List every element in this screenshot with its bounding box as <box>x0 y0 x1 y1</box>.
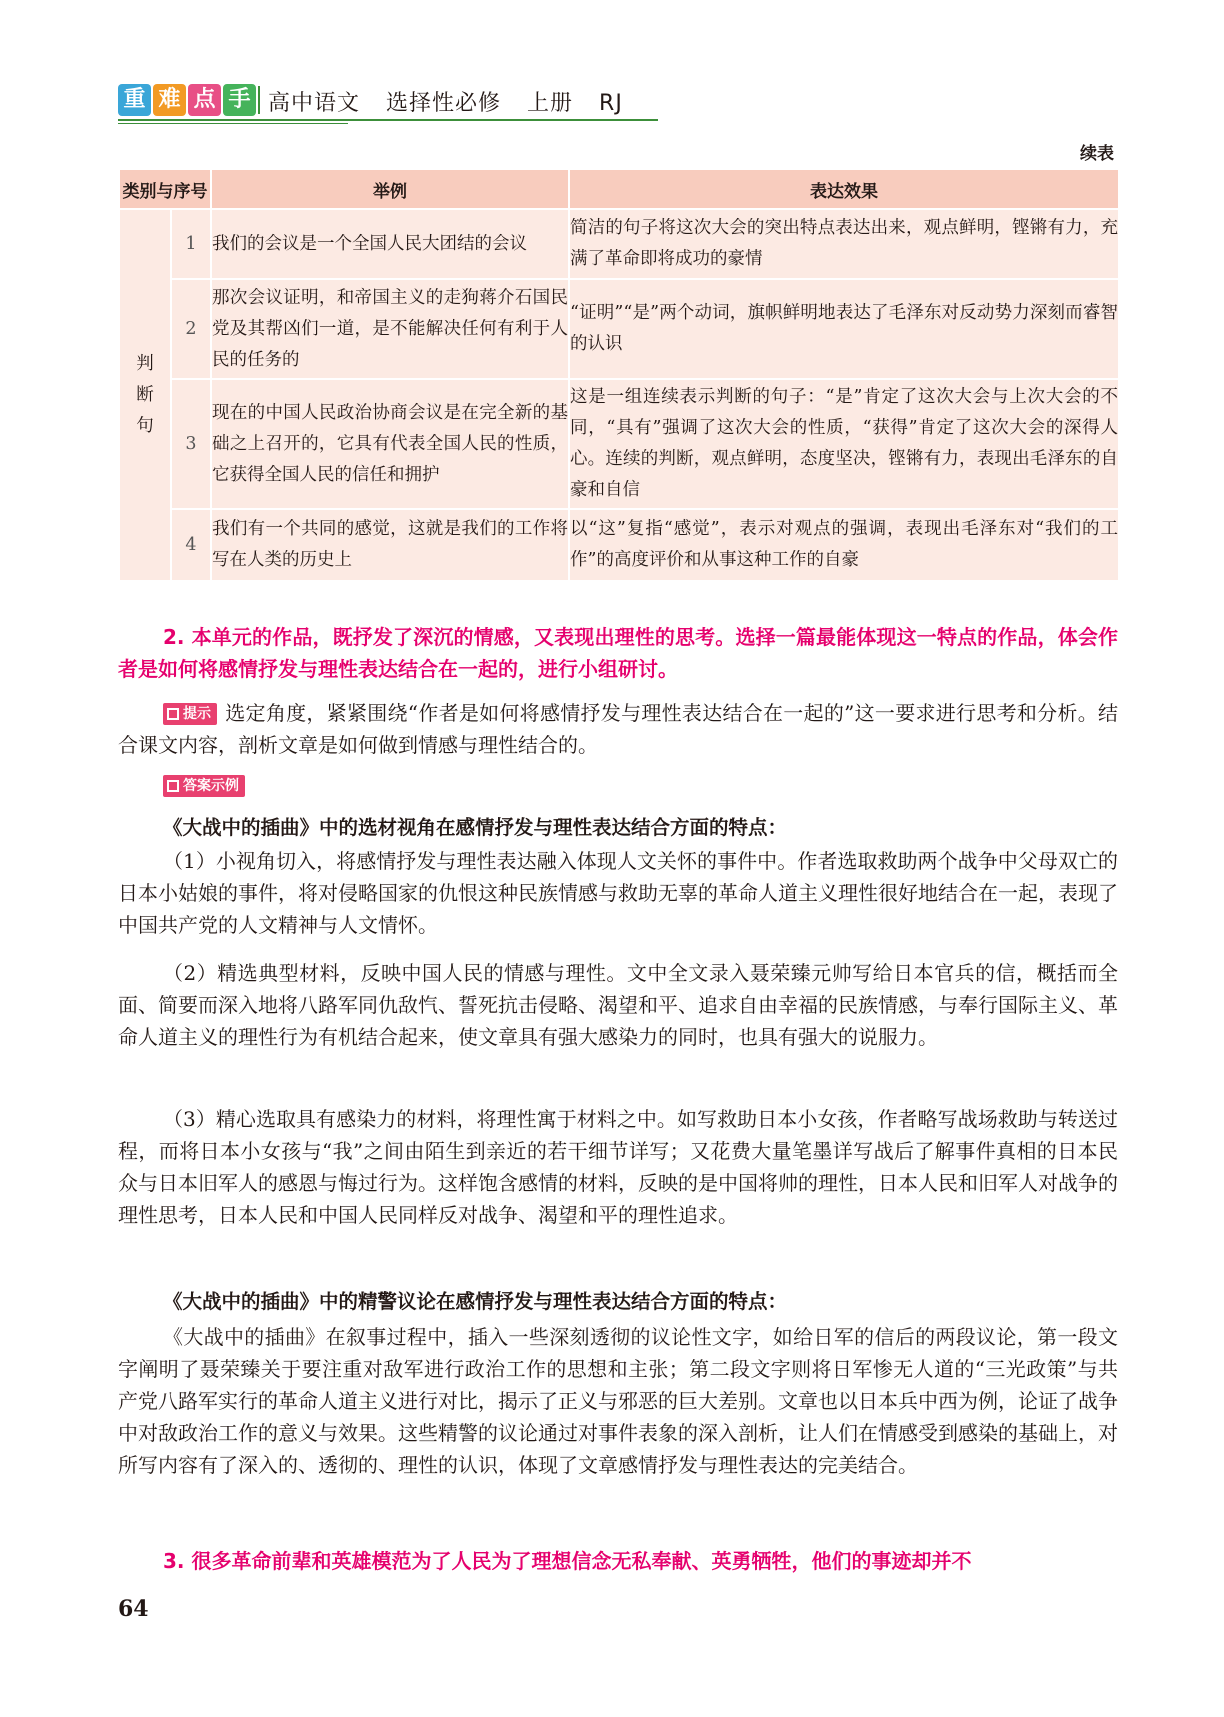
continued-label: 续表 <box>1080 144 1114 164</box>
brand-char: 重 <box>118 84 151 116</box>
col-header-example: 举例 <box>211 169 569 209</box>
category-cell <box>119 209 171 581</box>
row-number: 1 <box>171 209 211 279</box>
hint-icon <box>167 708 179 720</box>
hint-paragraph <box>118 697 1118 761</box>
page-number: 64 <box>118 1596 149 1622</box>
answer-point-4: 《大战中的插曲》在叙事过程中，插入一些深刻透彻的议论性文字，如给日军的信后的两段议论，第一段文字阐明了聂荣臻关于要注重对敌军进行政治工作的思想和主张；第二段文字则将日军惨无人道的“三光政策”与共产党八路军实行的革命人道主义进行对比，揭示了正义与邪恶的巨大差别。文章也以日本兵中西为例，论证了战争中对敌政治工作的意义与效果。这些精警的议论通过对事件表象的深入剖析，让人们在情感受到感染的基础上，对所写内容有了深入的、透彻的、理性的认识，体现了文章感情抒发与理性表达的完美结合。 <box>118 1325 1118 1477</box>
answer-icon <box>167 780 179 792</box>
table-row <box>119 209 1119 279</box>
sentence-type-table <box>118 168 1120 582</box>
hint-label: 提示 <box>183 706 211 722</box>
answer-heading-1: 《大战中的插曲》中的选材视角在感情抒发与理性表达结合方面的特点： <box>163 816 788 839</box>
brand-char: 难 <box>153 84 186 116</box>
answer-label: 答案示例 <box>183 778 239 794</box>
running-header <box>118 80 658 122</box>
answer-tag-wrap <box>163 775 253 797</box>
answer-point-2: （2）精选典型材料，反映中国人民的情感与理性。文中全文录入聂荣臻元帅写给日本官兵的信，概括而全面、简要而深入地将八路军同仇敌忾、誓死抗击侵略、渴望和平、追求自由幸福的民族情感，与奉行国际主义、革命人道主义的理性行为有机结合起来，使文章具有强大感染力的同时，也具有强大的说服力。 <box>118 961 1118 1049</box>
brand-char: 手 <box>223 84 256 116</box>
answer-point-1: （1）小视角切入，将感情抒发与理性表达融入体现人文关怀的事件中。作者选取救助两个战争中父母双亡的日本小姑娘的事件，将对侵略国家的仇恨这种民族情感与救助无辜的革命人道主义理性很好地结合在一起，表现了中国共产党的人文精神与人文情怀。 <box>118 849 1118 937</box>
effect-cell: 简洁的句子将这次大会的突出特点表达出来，观点鲜明，铿锵有力，充满了革命即将成功的豪情 <box>569 209 1119 279</box>
table-row <box>119 379 1119 509</box>
subject-edition: RJ <box>599 91 623 116</box>
answer-point-3: （3）精心选取具有感染力的材料，将理性寓于材料之中。如写救助日本小女孩，作者略写战场救助与转送过程，而将日本小女孩与“我”之间由陌生到亲近的若干细节详写；又花费大量笔墨详写战后了解事件真相的日本民众与日本旧军人的感恩与悔过行为。这样饱含感情的材料，反映的是中国将帅的理性，日本人民和旧军人对战争的理性思考，日本人民和中国人民同样反对战争、渴望和平的理性追求。 <box>118 1107 1118 1227</box>
example-cell: 我们有一个共同的感觉，这就是我们的工作将写在人类的历史上 <box>211 509 569 581</box>
example-cell: 我们的会议是一个全国人民大团结的会议 <box>211 209 569 279</box>
row-number: 3 <box>171 379 211 509</box>
question-3: 3. 很多革命前辈和英雄模范为了人民为了理想信念无私奉献、英勇牺牲，他们的事迹却并不 <box>163 1549 972 1573</box>
row-number: 4 <box>171 509 211 581</box>
table-row <box>119 509 1119 581</box>
subject-volume: 选择性必修 <box>386 91 502 116</box>
answer-tag <box>163 775 245 797</box>
subject-book: 上册 <box>527 91 574 116</box>
example-cell: 现在的中国人民政治协商会议是在完全新的基础之上召开的，它具有代表全国人民的性质，它获得全国人民的信任和拥护 <box>211 379 569 509</box>
col-header-category: 类别与序号 <box>119 169 211 209</box>
book-subject <box>268 86 649 117</box>
brand-logo <box>118 84 258 116</box>
question-2: 2. 本单元的作品，既抒发了深沉的情感，又表现出理性的思考。选择一篇最能体现这一特点的作品，体会作者是如何将感情抒发与理性表达结合在一起的，进行小组研讨。 <box>118 625 1118 681</box>
header-rule <box>118 119 658 121</box>
subject-course: 高中语文 <box>268 91 361 116</box>
category-label: 判断句 <box>136 353 154 436</box>
header-divider <box>258 86 260 114</box>
brand-char: 点 <box>188 84 221 116</box>
example-cell: 那次会议证明，和帝国主义的走狗蒋介石国民党及其帮凶们一道，是不能解决任何有利于人民的任务的 <box>211 279 569 379</box>
hint-tag <box>163 703 217 725</box>
effect-cell: 以“这”复指“感觉”，表示对观点的强调，表现出毛泽东对“我们的工作”的高度评价和从事这种工作的自豪 <box>569 509 1119 581</box>
table-header-row <box>119 169 1119 209</box>
effect-cell: “证明”“是”两个动词，旗帜鲜明地表达了毛泽东对反动势力深刻而睿智的认识 <box>569 279 1119 379</box>
header-rule-thin <box>118 123 348 124</box>
hint-text: 选定角度，紧紧围绕“作者是如何将感情抒发与理性表达结合在一起的”这一要求进行思考和分析。结合课文内容，剖析文章是如何做到情感与理性结合的。 <box>118 701 1118 757</box>
table-row <box>119 279 1119 379</box>
row-number: 2 <box>171 279 211 379</box>
effect-cell: 这是一组连续表示判断的句子：“是”肯定了这次大会与上次大会的不同，“具有”强调了这次大会的性质，“获得”肯定了这次大会的深得人心。连续的判断，观点鲜明，态度坚决，铿锵有力，表现出毛泽东的自豪和自信 <box>569 379 1119 509</box>
answer-heading-2: 《大战中的插曲》中的精警议论在感情抒发与理性表达结合方面的特点： <box>163 1290 788 1313</box>
col-header-effect: 表达效果 <box>569 169 1119 209</box>
